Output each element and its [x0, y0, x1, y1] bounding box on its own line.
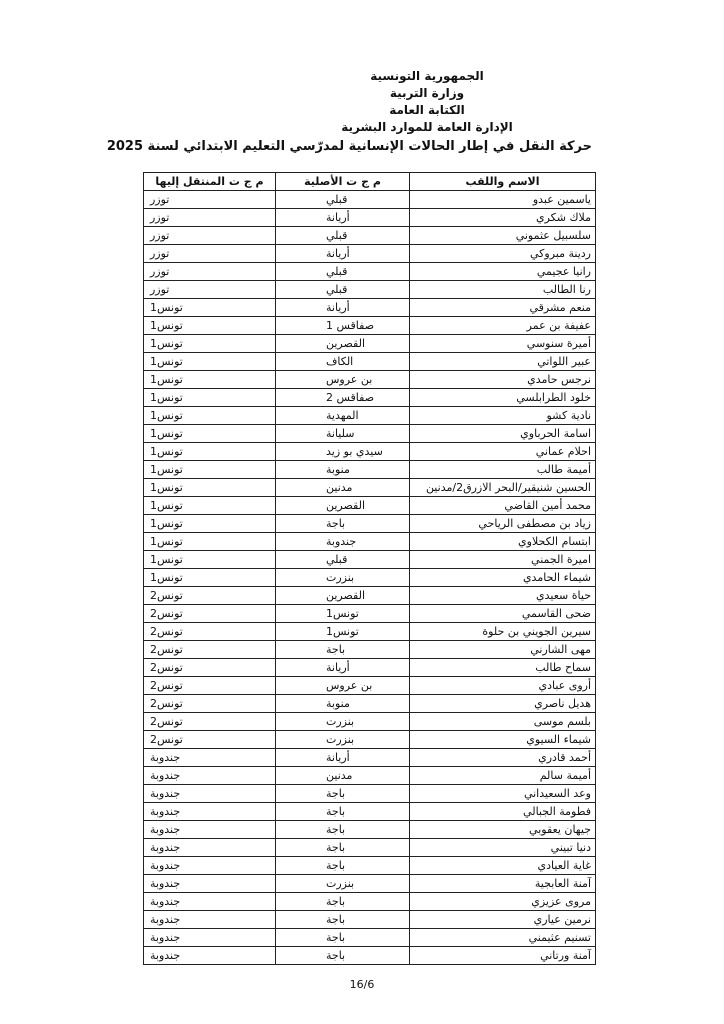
- table-row: [144, 731, 596, 749]
- table-row: [144, 713, 596, 731]
- table-row: [144, 389, 596, 407]
- cell-name: رنا الطالب: [410, 281, 596, 299]
- table-row: [144, 803, 596, 821]
- table-row: [144, 893, 596, 911]
- table-row: [144, 299, 596, 317]
- document-title: حركة النقل في إطار الحالات الإنسانية لمدرّسي التعليم الابتدائي لسنة 2025: [106, 139, 592, 154]
- cell-name: عبير اللواتي: [410, 353, 596, 371]
- cell-destination: تونس2: [144, 731, 276, 749]
- table-row: [144, 821, 596, 839]
- cell-name: هديل ناصري: [410, 695, 596, 713]
- cell-origin: القصرين: [276, 587, 410, 605]
- table-row: [144, 263, 596, 281]
- cell-name: نادية كشو: [410, 407, 596, 425]
- cell-destination: توزر: [144, 281, 276, 299]
- cell-origin: قبلي: [276, 191, 410, 209]
- table-header-row: [144, 173, 596, 191]
- cell-name: رانيا عجيمي: [410, 263, 596, 281]
- cell-destination: تونس2: [144, 587, 276, 605]
- cell-destination: تونس1: [144, 515, 276, 533]
- cell-name: شيماء السيوي: [410, 731, 596, 749]
- cell-destination: تونس1: [144, 479, 276, 497]
- cell-name: جيهان يعقوبي: [410, 821, 596, 839]
- cell-name: أحمد قادري: [410, 749, 596, 767]
- cell-origin: القصرين: [276, 497, 410, 515]
- cell-name: عفيفة بن عمر: [410, 317, 596, 335]
- cell-origin: باجة: [276, 785, 410, 803]
- header-line-secretariat: الكتابة العامة: [389, 103, 465, 117]
- table-row: [144, 641, 596, 659]
- table-row: [144, 929, 596, 947]
- cell-destination: توزر: [144, 209, 276, 227]
- cell-destination: جندوبة: [144, 929, 276, 947]
- cell-name: نرمين عياري: [410, 911, 596, 929]
- cell-destination: تونس1: [144, 407, 276, 425]
- header-line-directorate: الإدارة العامة للموارد البشرية: [341, 120, 513, 134]
- cell-name: شيماء الحامدي: [410, 569, 596, 587]
- cell-name: مروى عزيزي: [410, 893, 596, 911]
- table-row: [144, 371, 596, 389]
- table-row: [144, 191, 596, 209]
- cell-destination: تونس2: [144, 695, 276, 713]
- cell-name: اسامة الحرباوي: [410, 425, 596, 443]
- cell-destination: تونس1: [144, 551, 276, 569]
- table-row: [144, 227, 596, 245]
- table-row: [144, 947, 596, 965]
- cell-name: خلود الطرابلسي: [410, 389, 596, 407]
- column-header-origin: م ج ت الأصلية: [276, 173, 410, 191]
- cell-origin: باجة: [276, 893, 410, 911]
- table-row: [144, 515, 596, 533]
- cell-name: احلام عماني: [410, 443, 596, 461]
- cell-destination: توزر: [144, 191, 276, 209]
- cell-destination: تونس1: [144, 335, 276, 353]
- cell-destination: جندوبة: [144, 947, 276, 965]
- cell-origin: أريانة: [276, 659, 410, 677]
- cell-origin: باجة: [276, 929, 410, 947]
- cell-destination: جندوبة: [144, 749, 276, 767]
- table-row: [144, 425, 596, 443]
- cell-destination: جندوبة: [144, 839, 276, 857]
- cell-destination: تونس1: [144, 317, 276, 335]
- table-row: [144, 695, 596, 713]
- header-line-ministry: وزارة التربية: [389, 86, 465, 100]
- cell-origin: أريانة: [276, 749, 410, 767]
- cell-name: أميمة طالب: [410, 461, 596, 479]
- cell-name: الحسين شنيقير/البحر الازرق2/مدنين: [410, 479, 596, 497]
- cell-name: آمنة ورتاني: [410, 947, 596, 965]
- header-line-republic: الجمهورية التونسية: [370, 69, 484, 83]
- table-row: [144, 911, 596, 929]
- cell-origin: منوبة: [276, 695, 410, 713]
- cell-name: محمد أمين القاضي: [410, 497, 596, 515]
- cell-destination: جندوبة: [144, 803, 276, 821]
- cell-name: أميرة سنوسي: [410, 335, 596, 353]
- cell-destination: توزر: [144, 227, 276, 245]
- table-row: [144, 353, 596, 371]
- cell-destination: جندوبة: [144, 785, 276, 803]
- cell-origin: منوبة: [276, 461, 410, 479]
- table-row: [144, 551, 596, 569]
- cell-origin: بن عروس: [276, 677, 410, 695]
- cell-name: بلسم موسى: [410, 713, 596, 731]
- cell-origin: مدنين: [276, 479, 410, 497]
- table-row: [144, 479, 596, 497]
- cell-destination: تونس1: [144, 443, 276, 461]
- table-row: [144, 785, 596, 803]
- cell-name: تسنيم عثيمني: [410, 929, 596, 947]
- cell-destination: تونس2: [144, 641, 276, 659]
- table-row: [144, 659, 596, 677]
- cell-origin: باجة: [276, 857, 410, 875]
- cell-destination: تونس1: [144, 371, 276, 389]
- cell-destination: تونس2: [144, 605, 276, 623]
- table-row: [144, 839, 596, 857]
- cell-origin: سليانة: [276, 425, 410, 443]
- table-row: [144, 317, 596, 335]
- cell-origin: قبلي: [276, 227, 410, 245]
- table-row: [144, 335, 596, 353]
- cell-name: وعد السعيداني: [410, 785, 596, 803]
- cell-name: ابتسام الكحلاوي: [410, 533, 596, 551]
- cell-destination: جندوبة: [144, 875, 276, 893]
- page-number: 16/6: [349, 978, 375, 991]
- column-header-name: الاسم واللقب: [410, 173, 596, 191]
- table-row: [144, 857, 596, 875]
- cell-origin: صفاقس 1: [276, 317, 410, 335]
- cell-name: اميرة الجمني: [410, 551, 596, 569]
- cell-destination: تونس1: [144, 569, 276, 587]
- cell-destination: تونس1: [144, 533, 276, 551]
- table-row: [144, 767, 596, 785]
- cell-origin: بنزرت: [276, 731, 410, 749]
- cell-origin: باجة: [276, 947, 410, 965]
- cell-destination: تونس1: [144, 299, 276, 317]
- cell-origin: جندوبة: [276, 533, 410, 551]
- table-row: [144, 209, 596, 227]
- cell-destination: جندوبة: [144, 911, 276, 929]
- cell-destination: تونس1: [144, 389, 276, 407]
- table-row: [144, 677, 596, 695]
- cell-name: سلسبيل عثموني: [410, 227, 596, 245]
- cell-destination: جندوبة: [144, 893, 276, 911]
- cell-name: غاية العيادي: [410, 857, 596, 875]
- cell-origin: أريانة: [276, 209, 410, 227]
- column-header-destination: م ج ت المنتقل إليها: [144, 173, 276, 191]
- cell-origin: باجة: [276, 839, 410, 857]
- cell-destination: توزر: [144, 263, 276, 281]
- cell-origin: باجة: [276, 803, 410, 821]
- cell-name: أميمة سالم: [410, 767, 596, 785]
- cell-destination: توزر: [144, 245, 276, 263]
- cell-origin: المهدية: [276, 407, 410, 425]
- cell-origin: مدنين: [276, 767, 410, 785]
- cell-origin: قبلي: [276, 263, 410, 281]
- cell-destination: تونس1: [144, 353, 276, 371]
- cell-destination: تونس1: [144, 425, 276, 443]
- cell-name: سماح طالب: [410, 659, 596, 677]
- cell-origin: باجة: [276, 821, 410, 839]
- cell-name: ياسمين عبدو: [410, 191, 596, 209]
- table-row: [144, 605, 596, 623]
- cell-origin: سيدي بو زيد: [276, 443, 410, 461]
- table-row: [144, 533, 596, 551]
- cell-destination: جندوبة: [144, 767, 276, 785]
- cell-origin: الكاف: [276, 353, 410, 371]
- document-header: [130, 68, 724, 136]
- cell-name: ضحى القاسمي: [410, 605, 596, 623]
- table-row: [144, 497, 596, 515]
- cell-origin: باجة: [276, 641, 410, 659]
- cell-origin: باجة: [276, 515, 410, 533]
- table-row: [144, 461, 596, 479]
- cell-name: آمنة العابجية: [410, 875, 596, 893]
- table-row: [144, 569, 596, 587]
- cell-origin: صفاقس 2: [276, 389, 410, 407]
- table-row: [144, 443, 596, 461]
- cell-origin: قبلي: [276, 551, 410, 569]
- table-row: [144, 587, 596, 605]
- cell-origin: القصرين: [276, 335, 410, 353]
- cell-destination: تونس1: [144, 497, 276, 515]
- transfer-table: [143, 172, 596, 965]
- cell-name: ملاك شكري: [410, 209, 596, 227]
- cell-name: منعم مشرقي: [410, 299, 596, 317]
- table-row: [144, 749, 596, 767]
- table-row: [144, 875, 596, 893]
- cell-name: زياد بن مصطفى الرياحي: [410, 515, 596, 533]
- cell-name: نرجس حامدي: [410, 371, 596, 389]
- cell-name: أروى عبادي: [410, 677, 596, 695]
- cell-origin: تونس1: [276, 605, 410, 623]
- cell-origin: باجة: [276, 911, 410, 929]
- cell-origin: تونس1: [276, 623, 410, 641]
- cell-origin: بنزرت: [276, 713, 410, 731]
- table-row: [144, 623, 596, 641]
- cell-origin: قبلي: [276, 281, 410, 299]
- cell-destination: جندوبة: [144, 857, 276, 875]
- cell-name: ردينة مبروكي: [410, 245, 596, 263]
- cell-destination: تونس2: [144, 659, 276, 677]
- cell-name: مهى الشارني: [410, 641, 596, 659]
- cell-destination: تونس2: [144, 623, 276, 641]
- cell-name: سيرين الجويني بن حلوة: [410, 623, 596, 641]
- cell-name: دنيا تبيني: [410, 839, 596, 857]
- cell-destination: تونس2: [144, 713, 276, 731]
- table-body: [144, 191, 596, 965]
- cell-origin: بن عروس: [276, 371, 410, 389]
- cell-name: حياة سعيدي: [410, 587, 596, 605]
- cell-destination: تونس2: [144, 677, 276, 695]
- cell-origin: بنزرت: [276, 569, 410, 587]
- cell-name: فطومة الجبالي: [410, 803, 596, 821]
- cell-origin: أريانة: [276, 245, 410, 263]
- table-row: [144, 281, 596, 299]
- table-row: [144, 407, 596, 425]
- cell-origin: بنزرت: [276, 875, 410, 893]
- table-row: [144, 245, 596, 263]
- cell-origin: أريانة: [276, 299, 410, 317]
- cell-destination: تونس1: [144, 461, 276, 479]
- cell-destination: جندوبة: [144, 821, 276, 839]
